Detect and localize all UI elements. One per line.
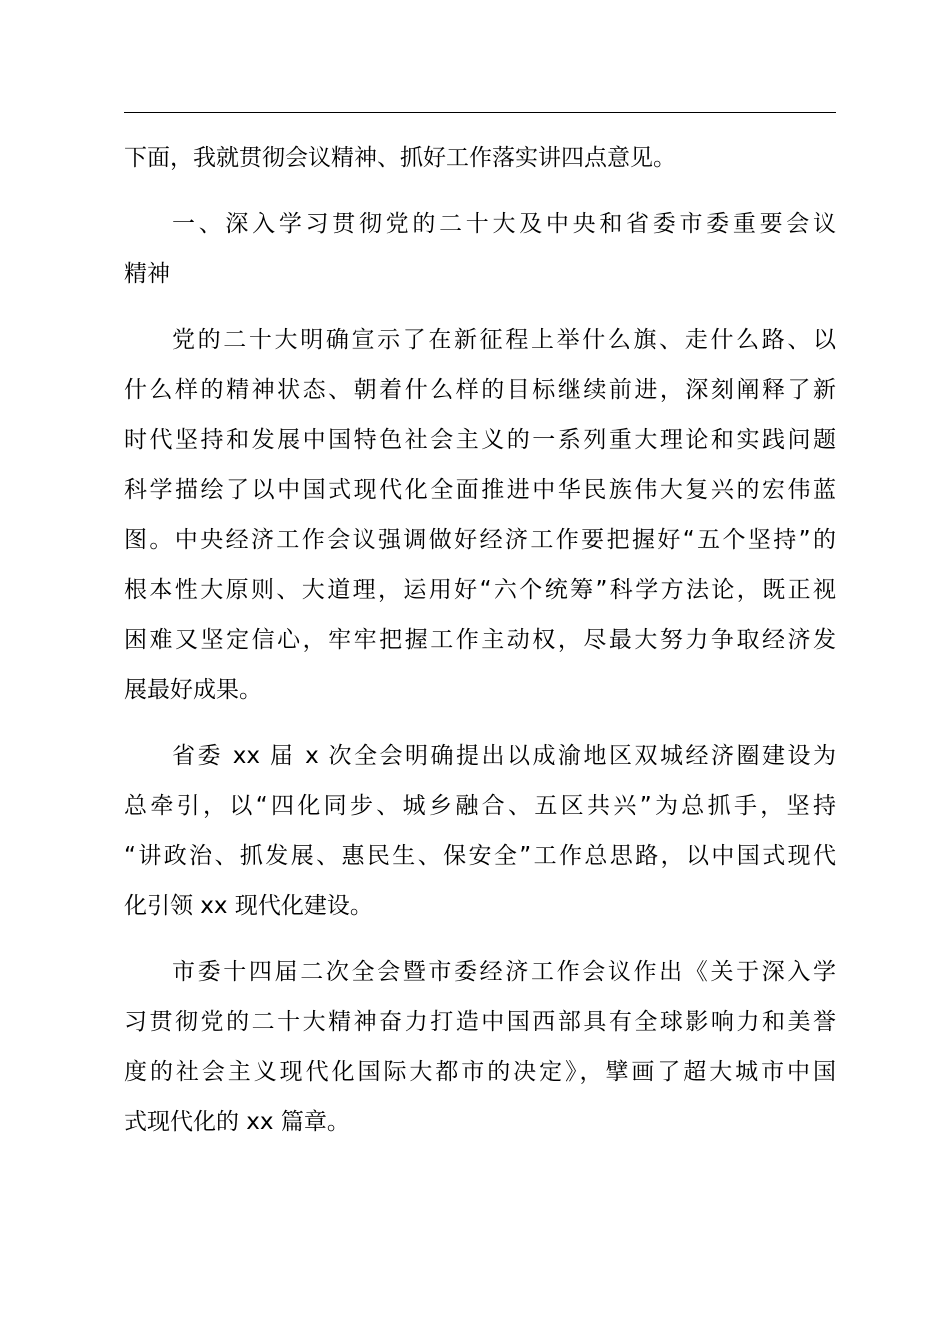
paragraph-1-line: 党的二十大明确宣示了在新征程上举什么旗、走什么路、以 — [172, 327, 836, 353]
intro-paragraph — [124, 133, 836, 183]
paragraph-3-line: 式现代化的 xx 篇章。 — [124, 1109, 350, 1135]
paragraph-1-line: 科学描绘了以中国式现代化全面推进中华民族伟大复兴的宏伟蓝 — [124, 477, 836, 503]
paragraph-1 — [124, 315, 836, 715]
paragraph-1-line: 时代坚持和发展中国特色社会主义的一系列重大理论和实践问题 — [124, 427, 836, 453]
paragraph-1-line: 根本性大原则、大道理，运用好“六个统筹”科学方法论，既正视 — [124, 577, 836, 603]
paragraph-2-line: 化引领 xx 现代化建设。 — [124, 893, 373, 919]
section-heading — [124, 199, 836, 299]
paragraph-3-line: 习贯彻党的二十大精神奋力打造中国西部具有全球影响力和美誉 — [124, 1009, 836, 1035]
heading-line-2: 精神 — [124, 261, 170, 287]
paragraph-1-line: 什么样的精神状态、朝着什么样的目标继续前进，深刻阐释了新 — [124, 377, 836, 403]
paragraph-1-line: 困难又坚定信心，牢牢把握工作主动权，尽最大努力争取经济发 — [124, 627, 836, 653]
heading-line-1: 一、深入学习贯彻党的二十大及中央和省委市委重要会议 — [172, 211, 836, 237]
intro-line: 下面，我就贯彻会议精神、抓好工作落实讲四点意见。 — [124, 145, 676, 171]
paragraph-1-line: 图。中央经济工作会议强调做好经济工作要把握好“五个坚持”的 — [124, 527, 836, 553]
paragraph-3-line: 度的社会主义现代化国际大都市的决定》，擘画了超大城市中国 — [124, 1059, 836, 1085]
header-rule — [124, 112, 836, 113]
paragraph-2 — [124, 731, 836, 931]
paragraph-2-line: 总牵引，以“四化同步、城乡融合、五区共兴”为总抓手，坚持 — [124, 793, 836, 819]
paragraph-3-line: 市委十四届二次全会暨市委经济工作会议作出《关于深入学 — [172, 959, 836, 985]
paragraph-1-line: 展最好成果。 — [124, 677, 262, 703]
paragraph-2-line: 省委 xx 届 x 次全会明确提出以成渝地区双城经济圈建设为 — [172, 743, 836, 769]
paragraph-2-line: “讲政治、抓发展、惠民生、保安全”工作总思路，以中国式现代 — [124, 843, 836, 869]
paragraph-3 — [124, 947, 836, 1147]
document-body — [124, 133, 836, 1147]
